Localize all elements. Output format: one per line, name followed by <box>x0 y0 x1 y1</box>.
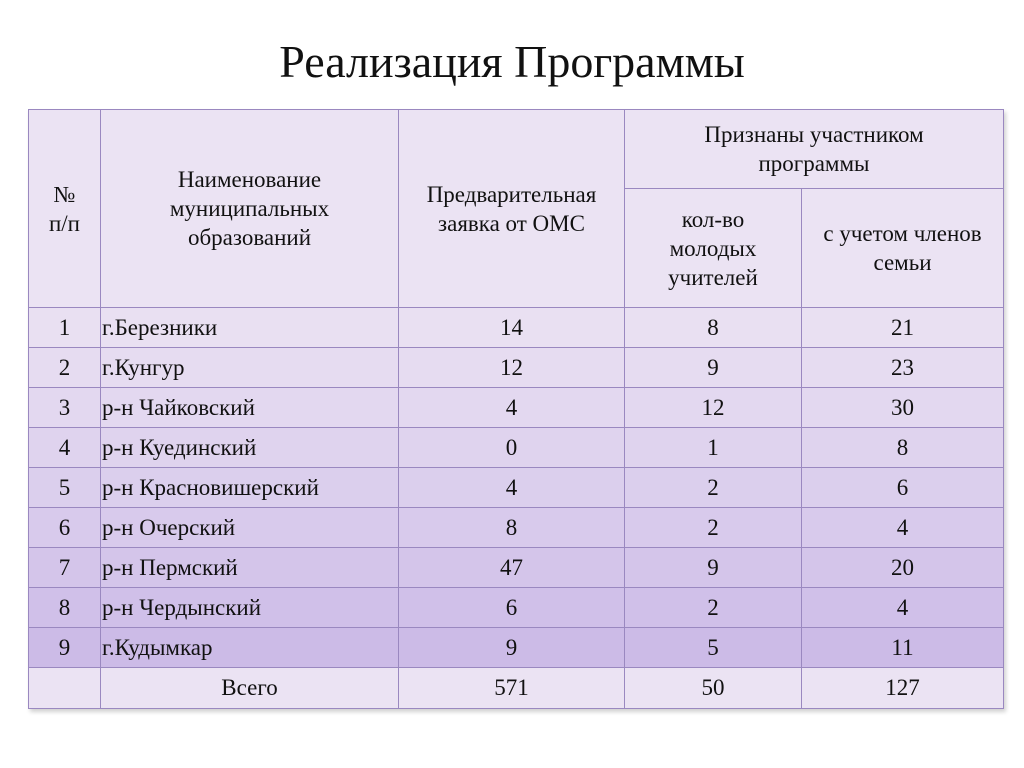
table-row <box>29 388 1004 428</box>
row-young-teachers-cell: 2 <box>625 508 802 548</box>
row-with-family-cell: 21 <box>802 308 1004 348</box>
row-num-cell: 3 <box>29 388 101 428</box>
row-with-family-cell: 20 <box>802 548 1004 588</box>
row-num-cell: 5 <box>29 468 101 508</box>
row-name-cell: г.Березники <box>101 308 399 348</box>
table-row <box>29 588 1004 628</box>
total-num-cell <box>29 668 101 709</box>
row-preliminary-cell: 12 <box>399 348 625 388</box>
table-row <box>29 468 1004 508</box>
row-with-family-cell: 30 <box>802 388 1004 428</box>
row-num-cell: 8 <box>29 588 101 628</box>
table-footer <box>29 668 1004 709</box>
row-with-family-cell: 8 <box>802 428 1004 468</box>
row-name-cell: р-н Пермский <box>101 548 399 588</box>
row-name-cell: р-н Очерский <box>101 508 399 548</box>
table-row <box>29 548 1004 588</box>
row-name-cell: р-н Куединский <box>101 428 399 468</box>
header-name: Наименование муниципальных образований <box>101 110 399 308</box>
header-recognized-group: Признаны участником программы <box>625 110 1004 189</box>
row-with-family-cell: 4 <box>802 588 1004 628</box>
row-young-teachers-cell: 2 <box>625 468 802 508</box>
total-preliminary: 571 <box>399 668 625 709</box>
row-name-cell: р-н Красновишерский <box>101 468 399 508</box>
row-preliminary-cell: 9 <box>399 628 625 668</box>
row-name-cell: р-н Чайковский <box>101 388 399 428</box>
row-young-teachers-cell: 9 <box>625 348 802 388</box>
header-preliminary: Предварительная заявка от ОМС <box>399 110 625 308</box>
row-preliminary-cell: 14 <box>399 308 625 348</box>
table-row <box>29 308 1004 348</box>
row-num-cell: 2 <box>29 348 101 388</box>
total-label: Всего <box>101 668 399 709</box>
table-row <box>29 428 1004 468</box>
header-young-teachers: кол-во молодых учителей <box>625 189 802 308</box>
row-preliminary-cell: 6 <box>399 588 625 628</box>
row-num-cell: 4 <box>29 428 101 468</box>
row-young-teachers-cell: 2 <box>625 588 802 628</box>
total-row <box>29 668 1004 709</box>
row-with-family-cell: 11 <box>802 628 1004 668</box>
row-name-cell: г.Кудымкар <box>101 628 399 668</box>
total-with-family: 127 <box>802 668 1004 709</box>
table-row <box>29 508 1004 548</box>
row-name-cell: г.Кунгур <box>101 348 399 388</box>
header-num: № п/п <box>29 110 101 308</box>
row-young-teachers-cell: 12 <box>625 388 802 428</box>
row-num-cell: 6 <box>29 508 101 548</box>
table-row <box>29 348 1004 388</box>
row-with-family-cell: 4 <box>802 508 1004 548</box>
row-preliminary-cell: 0 <box>399 428 625 468</box>
row-preliminary-cell: 4 <box>399 468 625 508</box>
slide-title: Реализация Программы <box>279 36 745 87</box>
table-header <box>29 110 1004 308</box>
row-with-family-cell: 23 <box>802 348 1004 388</box>
row-num-cell: 1 <box>29 308 101 348</box>
program-table <box>28 109 1004 709</box>
total-young-teachers: 50 <box>625 668 802 709</box>
row-num-cell: 9 <box>29 628 101 668</box>
table-body <box>29 308 1004 668</box>
row-name-cell: р-н Чердынский <box>101 588 399 628</box>
row-preliminary-cell: 8 <box>399 508 625 548</box>
row-young-teachers-cell: 5 <box>625 628 802 668</box>
row-with-family-cell: 6 <box>802 468 1004 508</box>
row-young-teachers-cell: 8 <box>625 308 802 348</box>
row-num-cell: 7 <box>29 548 101 588</box>
row-young-teachers-cell: 9 <box>625 548 802 588</box>
row-preliminary-cell: 4 <box>399 388 625 428</box>
table-row <box>29 628 1004 668</box>
header-with-family: с учетом членов семьи <box>802 189 1004 308</box>
row-young-teachers-cell: 1 <box>625 428 802 468</box>
row-preliminary-cell: 47 <box>399 548 625 588</box>
